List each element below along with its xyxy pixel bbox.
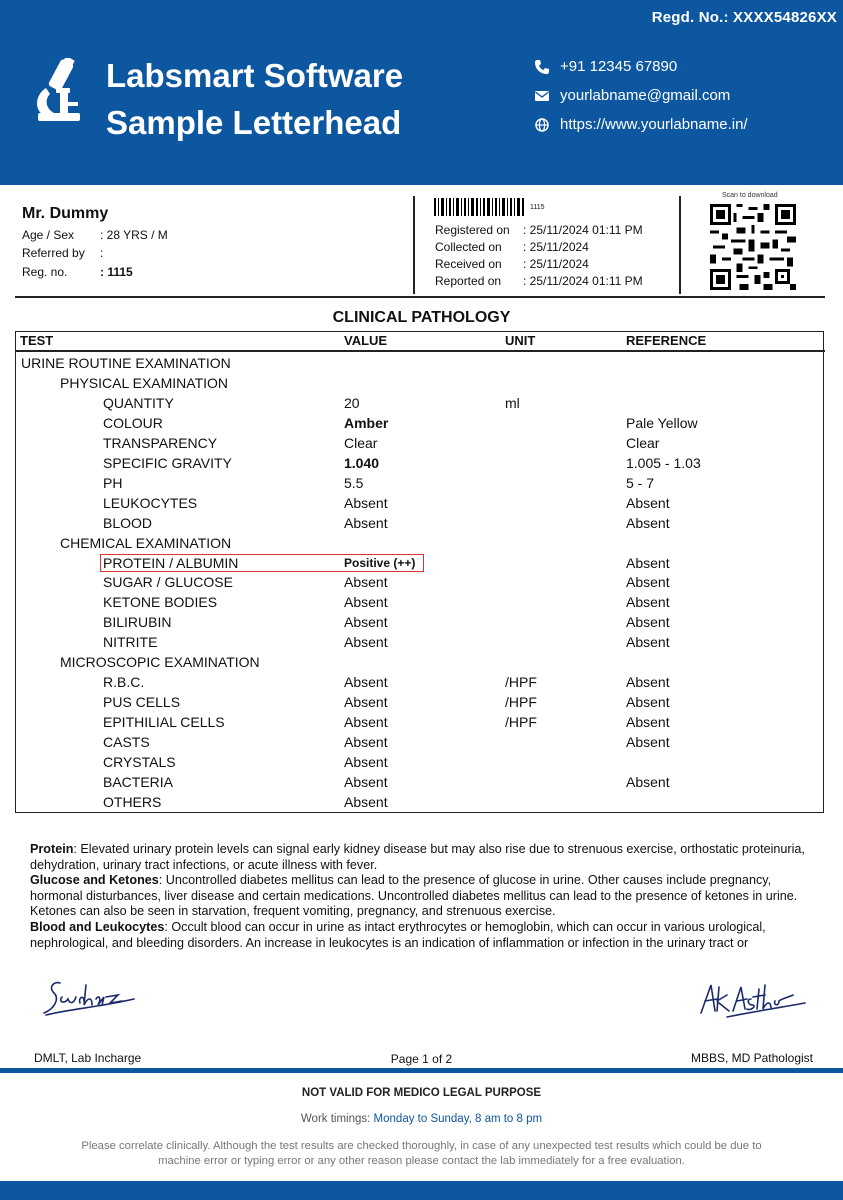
received-value: : 25/11/2024 bbox=[523, 257, 589, 271]
legal-notice: NOT VALID FOR MEDICO LEGAL PURPOSE bbox=[301, 1087, 542, 1099]
table-section-row bbox=[0, 652, 843, 672]
disclaimer: Please correlate clinically. Although the test results are checked thoroughly, in case of any unexpected test results which could be due to machine error or typing error or any other reason please contact the lab immediately for a free evaluation. bbox=[81, 1140, 762, 1167]
test-name: SPECIFIC GRAVITY bbox=[103, 454, 232, 471]
table-row bbox=[0, 513, 843, 533]
test-reference: Absent bbox=[626, 614, 670, 631]
table-row bbox=[0, 553, 843, 573]
test-name: TRANSPARENCY bbox=[103, 434, 218, 451]
table-row bbox=[0, 473, 843, 493]
test-reference: Absent bbox=[626, 634, 670, 651]
note-title: Protein bbox=[30, 842, 74, 856]
test-value: Absent bbox=[344, 594, 388, 611]
test-name: BILIRUBIN bbox=[103, 614, 172, 631]
lab-title-line-1: Labsmart Software bbox=[106, 57, 404, 94]
test-reference: 1.005 - 1.03 bbox=[626, 454, 701, 471]
barcode bbox=[434, 198, 526, 216]
test-reference: Absent bbox=[626, 514, 670, 531]
table-row bbox=[0, 692, 843, 712]
test-name: URINE ROUTINE EXAMINATION bbox=[21, 355, 231, 371]
test-reference: Absent bbox=[626, 773, 670, 790]
collected-value: : 25/11/2024 bbox=[523, 240, 589, 254]
test-name: LEUKOCYTES bbox=[103, 494, 198, 511]
note-text: : Uncontrolled diabetes mellitus can lead to the presence of glucose in urine. Other causes include pregnancy, hormonal disturbances, liver disease and certain medications. Uncontrolled diabetes mellitus can lead to the presence of ketones in urine. Ketones can also be seen in starvation, frequent vomiting, pregnancy, and strenuous exercise. bbox=[30, 873, 798, 919]
test-name: BLOOD bbox=[103, 514, 153, 531]
table-section-row bbox=[0, 353, 843, 373]
work-timings-label: Work timings: bbox=[300, 1113, 374, 1125]
table-section-row bbox=[0, 533, 843, 553]
reported-value: : 25/11/2024 01:11 PM bbox=[523, 274, 643, 288]
lab-incharge-caption: DMLT, Lab Incharge bbox=[34, 1051, 142, 1065]
test-name: PHYSICAL EXAMINATION bbox=[60, 374, 229, 391]
test-value: Amber bbox=[344, 414, 389, 431]
patient-name: Mr. Dummy bbox=[22, 205, 109, 222]
website-link[interactable]: https://www.yourlabname.in/ bbox=[560, 116, 748, 133]
envelope-icon bbox=[534, 88, 550, 104]
test-value: Absent bbox=[344, 574, 388, 591]
divider bbox=[15, 296, 825, 298]
test-value: Absent bbox=[344, 674, 388, 691]
test-value: Absent bbox=[344, 634, 388, 651]
divider bbox=[679, 196, 681, 294]
test-value: Absent bbox=[344, 793, 388, 810]
footer-divider bbox=[0, 1068, 843, 1073]
test-value: Absent bbox=[344, 734, 388, 751]
test-name: KETONE BODIES bbox=[103, 594, 218, 611]
table-section-row bbox=[0, 373, 843, 393]
qr-code[interactable] bbox=[710, 204, 796, 290]
lab-title bbox=[106, 52, 403, 146]
test-name: CASTS bbox=[103, 734, 150, 751]
test-name: PH bbox=[103, 474, 123, 491]
phone-number: +91 12345 67890 bbox=[560, 58, 678, 75]
column-header-test: TEST bbox=[20, 333, 54, 348]
footer-bar bbox=[0, 1181, 843, 1200]
table-row bbox=[0, 453, 843, 473]
test-value: Absent bbox=[344, 614, 388, 631]
column-header-value: VALUE bbox=[344, 333, 388, 348]
divider bbox=[413, 196, 415, 294]
table-row bbox=[0, 752, 843, 772]
note-text: : Occult blood can occur in urine as intact erythrocytes or hemoglobin, which can occur in various urological, nephrological, and bleeding disorders. An increase in leukocytes is an indication of inflammation or infection in the urinary tract or bbox=[30, 919, 766, 950]
website-contact bbox=[534, 116, 748, 133]
age-sex-value: : 28 YRS / M bbox=[100, 228, 168, 242]
reported-label: Reported on bbox=[435, 274, 502, 288]
table-row bbox=[0, 572, 843, 592]
pathologist-signature bbox=[697, 977, 807, 1025]
test-name: PUS CELLS bbox=[103, 694, 181, 711]
collected-label: Collected on bbox=[435, 240, 502, 254]
test-value: Absent bbox=[344, 754, 388, 770]
test-value: 1.040 bbox=[344, 454, 380, 471]
note-text: : Elevated urinary protein levels can signal early kidney disease but may also rise due to strenuous exercise, orthostatic proteinuria, dehydration, urinary tract infections, or acute illness with fever. bbox=[30, 842, 805, 872]
test-value: Absent bbox=[344, 694, 388, 711]
test-reference: Absent bbox=[626, 574, 670, 591]
test-name: CRYSTALS bbox=[103, 754, 176, 770]
test-name: SUGAR / GLUCOSE bbox=[103, 574, 233, 591]
email-contact bbox=[534, 87, 730, 104]
phone-contact bbox=[534, 58, 677, 75]
test-name: BACTERIA bbox=[103, 773, 174, 790]
test-value: Clear bbox=[344, 434, 378, 451]
test-name: QUANTITY bbox=[103, 394, 174, 411]
lab-incharge-signature bbox=[40, 975, 140, 1023]
interpretation-notes bbox=[30, 842, 820, 951]
test-name: EPITHILIAL CELLS bbox=[103, 714, 225, 731]
test-name: MICROSCOPIC EXAMINATION bbox=[60, 654, 260, 671]
test-value: Absent bbox=[344, 773, 388, 790]
work-timings bbox=[0, 1113, 843, 1125]
test-reference: Absent bbox=[626, 734, 670, 751]
table-row bbox=[0, 433, 843, 453]
registered-label: Registered on bbox=[435, 223, 510, 237]
test-value: 20 bbox=[344, 394, 360, 411]
test-value: Positive (++) bbox=[344, 555, 416, 570]
section-title: CLINICAL PATHOLOGY bbox=[332, 309, 511, 326]
test-reference: Absent bbox=[626, 694, 670, 711]
test-reference: 5 - 7 bbox=[626, 474, 655, 491]
test-reference: Pale Yellow bbox=[626, 414, 698, 431]
test-reference: Absent bbox=[626, 554, 670, 571]
qr-label: Scan to download bbox=[722, 192, 778, 199]
registration-number: Regd. No.: XXXX54826XX bbox=[651, 9, 837, 26]
page-number: Page 1 of 2 bbox=[390, 1052, 453, 1066]
test-reference: Absent bbox=[626, 594, 670, 611]
table-row bbox=[0, 632, 843, 652]
pathologist-caption: MBBS, MD Pathologist bbox=[690, 1051, 813, 1065]
table-row bbox=[0, 413, 843, 433]
test-name: OTHERS bbox=[103, 793, 162, 810]
globe-icon bbox=[534, 117, 550, 133]
test-name: CHEMICAL EXAMINATION bbox=[60, 534, 232, 551]
registered-value: : 25/11/2024 01:11 PM bbox=[523, 223, 643, 237]
test-name: R.B.C. bbox=[103, 674, 145, 691]
barcode-number: 1115 bbox=[530, 204, 545, 211]
test-unit: /HPF bbox=[505, 694, 537, 711]
test-unit: ml bbox=[505, 394, 520, 411]
age-sex-label: Age / Sex bbox=[22, 228, 75, 242]
test-value: Absent bbox=[344, 714, 388, 731]
test-reference: Absent bbox=[626, 714, 670, 731]
test-reference: Clear bbox=[626, 434, 660, 451]
work-timings-value: Monday to Sunday, 8 am to 8 pm bbox=[373, 1113, 543, 1125]
table-row bbox=[0, 712, 843, 732]
received-label: Received on bbox=[435, 257, 502, 271]
test-name: PROTEIN / ALBUMIN bbox=[103, 554, 239, 571]
column-header-reference: REFERENCE bbox=[626, 333, 707, 348]
lab-title-line-2: Sample Letterhead bbox=[106, 104, 402, 141]
reg-no-value: : 1115 bbox=[100, 265, 133, 279]
note-title: Blood and Leukocytes bbox=[30, 919, 165, 934]
referred-by-value: : bbox=[100, 246, 104, 260]
test-reference: Absent bbox=[626, 674, 670, 691]
test-name: COLOUR bbox=[103, 414, 163, 431]
table-row bbox=[0, 393, 843, 413]
test-value: Absent bbox=[344, 494, 388, 511]
note-title: Glucose and Ketones bbox=[30, 873, 159, 888]
table-row bbox=[0, 792, 843, 812]
test-name: NITRITE bbox=[103, 634, 158, 651]
table-row bbox=[0, 612, 843, 632]
phone-icon bbox=[534, 59, 550, 75]
table-row bbox=[0, 592, 843, 612]
test-unit: /HPF bbox=[505, 714, 537, 731]
table-row bbox=[0, 493, 843, 513]
referred-by-label: Referred by bbox=[22, 246, 85, 260]
table-row bbox=[0, 732, 843, 752]
column-header-unit: UNIT bbox=[505, 333, 536, 348]
table-row bbox=[0, 772, 843, 792]
reg-no-label: Reg. no. bbox=[22, 265, 68, 279]
test-reference: Absent bbox=[626, 494, 670, 511]
test-value: 5.5 bbox=[344, 474, 364, 491]
table-row bbox=[0, 672, 843, 692]
microscope-icon bbox=[34, 58, 84, 122]
divider bbox=[15, 350, 825, 352]
test-unit: /HPF bbox=[505, 674, 537, 691]
test-value: Absent bbox=[344, 514, 388, 531]
email-address: yourlabname@gmail.com bbox=[560, 87, 731, 104]
